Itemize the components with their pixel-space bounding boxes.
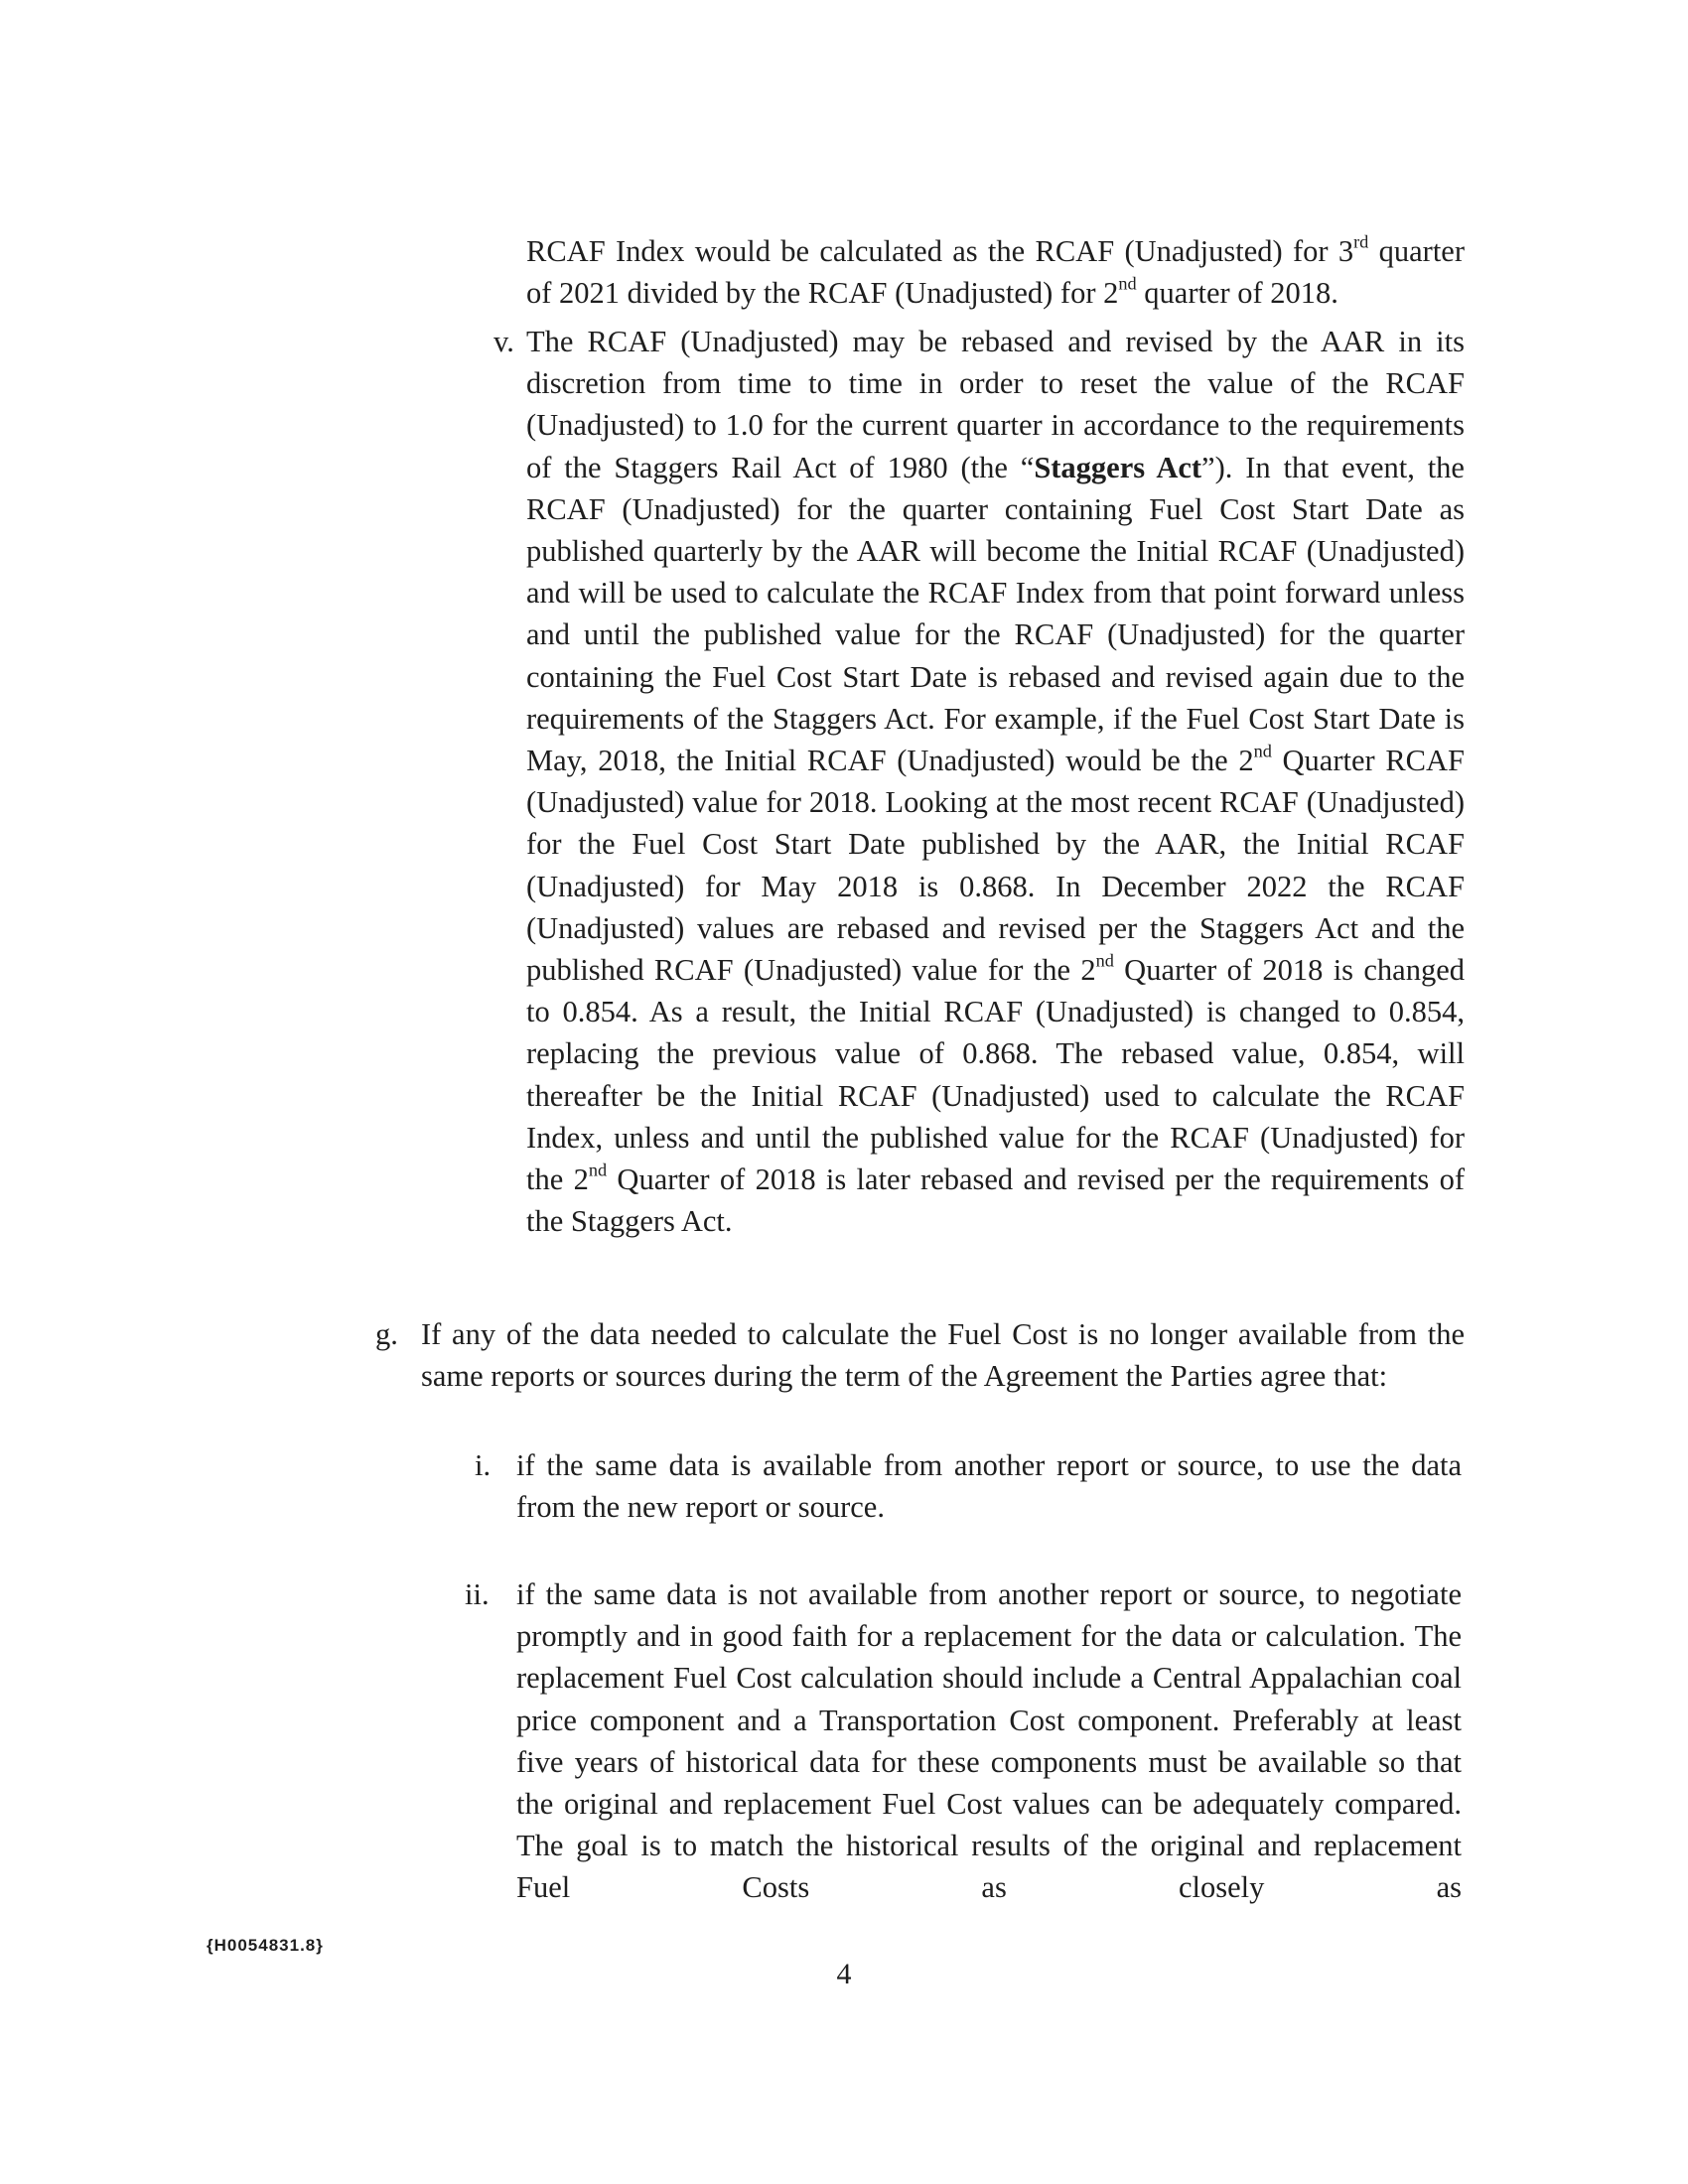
item-g-text: If any of the data needed to calculate the Fuel Cost is no longer available from the same reports or sources during the term of the Agreement the Parties agree that: [421, 1317, 1465, 1394]
ordinal-suffix: nd [1253, 741, 1272, 761]
ordinal-suffix: nd [1118, 273, 1137, 294]
item-i-text: if the same data is available from another report or source, to use the data from the new report or source. [516, 1448, 1462, 1525]
page-number: 4 [836, 1958, 852, 1990]
item-i-marker: i. [475, 1448, 492, 1482]
item-ii-text: if the same data is not available from another report or source, to negotiate promptly and in good faith for a replacement for the data or calculation. The replacement Fuel Cost calculation should include a Central Appalachian coal price component and a Transportation Cost component. Preferably at least five years of historical data for these components must be available so that the original and replacement Fuel Cost values can be adequately compared. The goal is to match the historical results of the original and replacement Fuel Costs as closely as [516, 1577, 1462, 1905]
item-v-text-1: The RCAF (Unadjusted) may be rebased and revised by the AAR in its discretion from time to time in order to reset the value of the RCAF (Unadjusted) to 1.0 for the current quarter in accordance to the requirements of the Staggers Rail Act of 1980 (the “ [526, 325, 1465, 484]
ordinal-suffix: nd [588, 1160, 608, 1180]
continuation-text-b: quarter of 2021 divided by the RCAF (Unadjusted) for 2 [526, 234, 1465, 311]
item-i-paragraph [516, 1444, 1462, 1528]
item-g-marker: g. [375, 1317, 398, 1351]
defined-term-staggers-act: Staggers Act [1034, 450, 1202, 484]
item-v-text-5: Quarter of 2018 is later rebased and revised per the requirements of the Staggers Act. [526, 1162, 1465, 1239]
continuation-text-c: quarter of 2018. [1136, 276, 1338, 311]
item-g-paragraph [421, 1313, 1465, 1397]
item-v-marker: v. [493, 325, 514, 358]
ordinal-suffix: nd [1095, 950, 1114, 971]
item-v-text-4: Quarter of 2018 is changed to 0.854. As a result, the Initial RCAF (Unadjusted) is changed to 0.854, replacing the previous value of 0.868. The rebased value, 0.854, will thereafter be the Initial RCAF (Unadjusted) used to calculate the RCAF Index, unless and until the published value for the RCAF (Unadjusted) for the 2 [526, 953, 1465, 1197]
continuation-paragraph [526, 230, 1465, 314]
item-ii-paragraph [516, 1573, 1462, 1909]
ordinal-suffix: rd [1353, 231, 1369, 252]
item-v-text-3: Quarter RCAF (Unadjusted) value for 2018. Looking at the most recent RCAF (Unadjusted) for the Fuel Cost Start Date published by the AAR, the Initial RCAF (Unadjusted) for May 2018 is 0.868. In December 2022 the RCAF (Unadjusted) values are rebased and revised per the Staggers Act and the published RCAF (Unadjusted) value for the 2 [526, 744, 1465, 988]
item-ii-marker: ii. [465, 1577, 490, 1611]
item-v-text-2: ”). In that event, the RCAF (Unadjusted) for the quarter containing Fuel Cost Start Date as published quarterly by the AAR will become the Initial RCAF (Unadjusted) and will be used to calculate the RCAF Index from that point forward unless and until the published value for the RCAF (Unadjusted) for the quarter containing the Fuel Cost Start Date is rebased and revised again due to the requirements of the Staggers Act. For example, if the Fuel Cost Start Date is May, 2018, the Initial RCAF (Unadjusted) would be the 2 [526, 450, 1465, 778]
item-v-paragraph [526, 321, 1465, 1242]
continuation-text-a: RCAF Index would be calculated as the RCAF (Unadjusted) for 3 [526, 234, 1354, 268]
document-id: {H0054831.8} [207, 1936, 324, 1955]
